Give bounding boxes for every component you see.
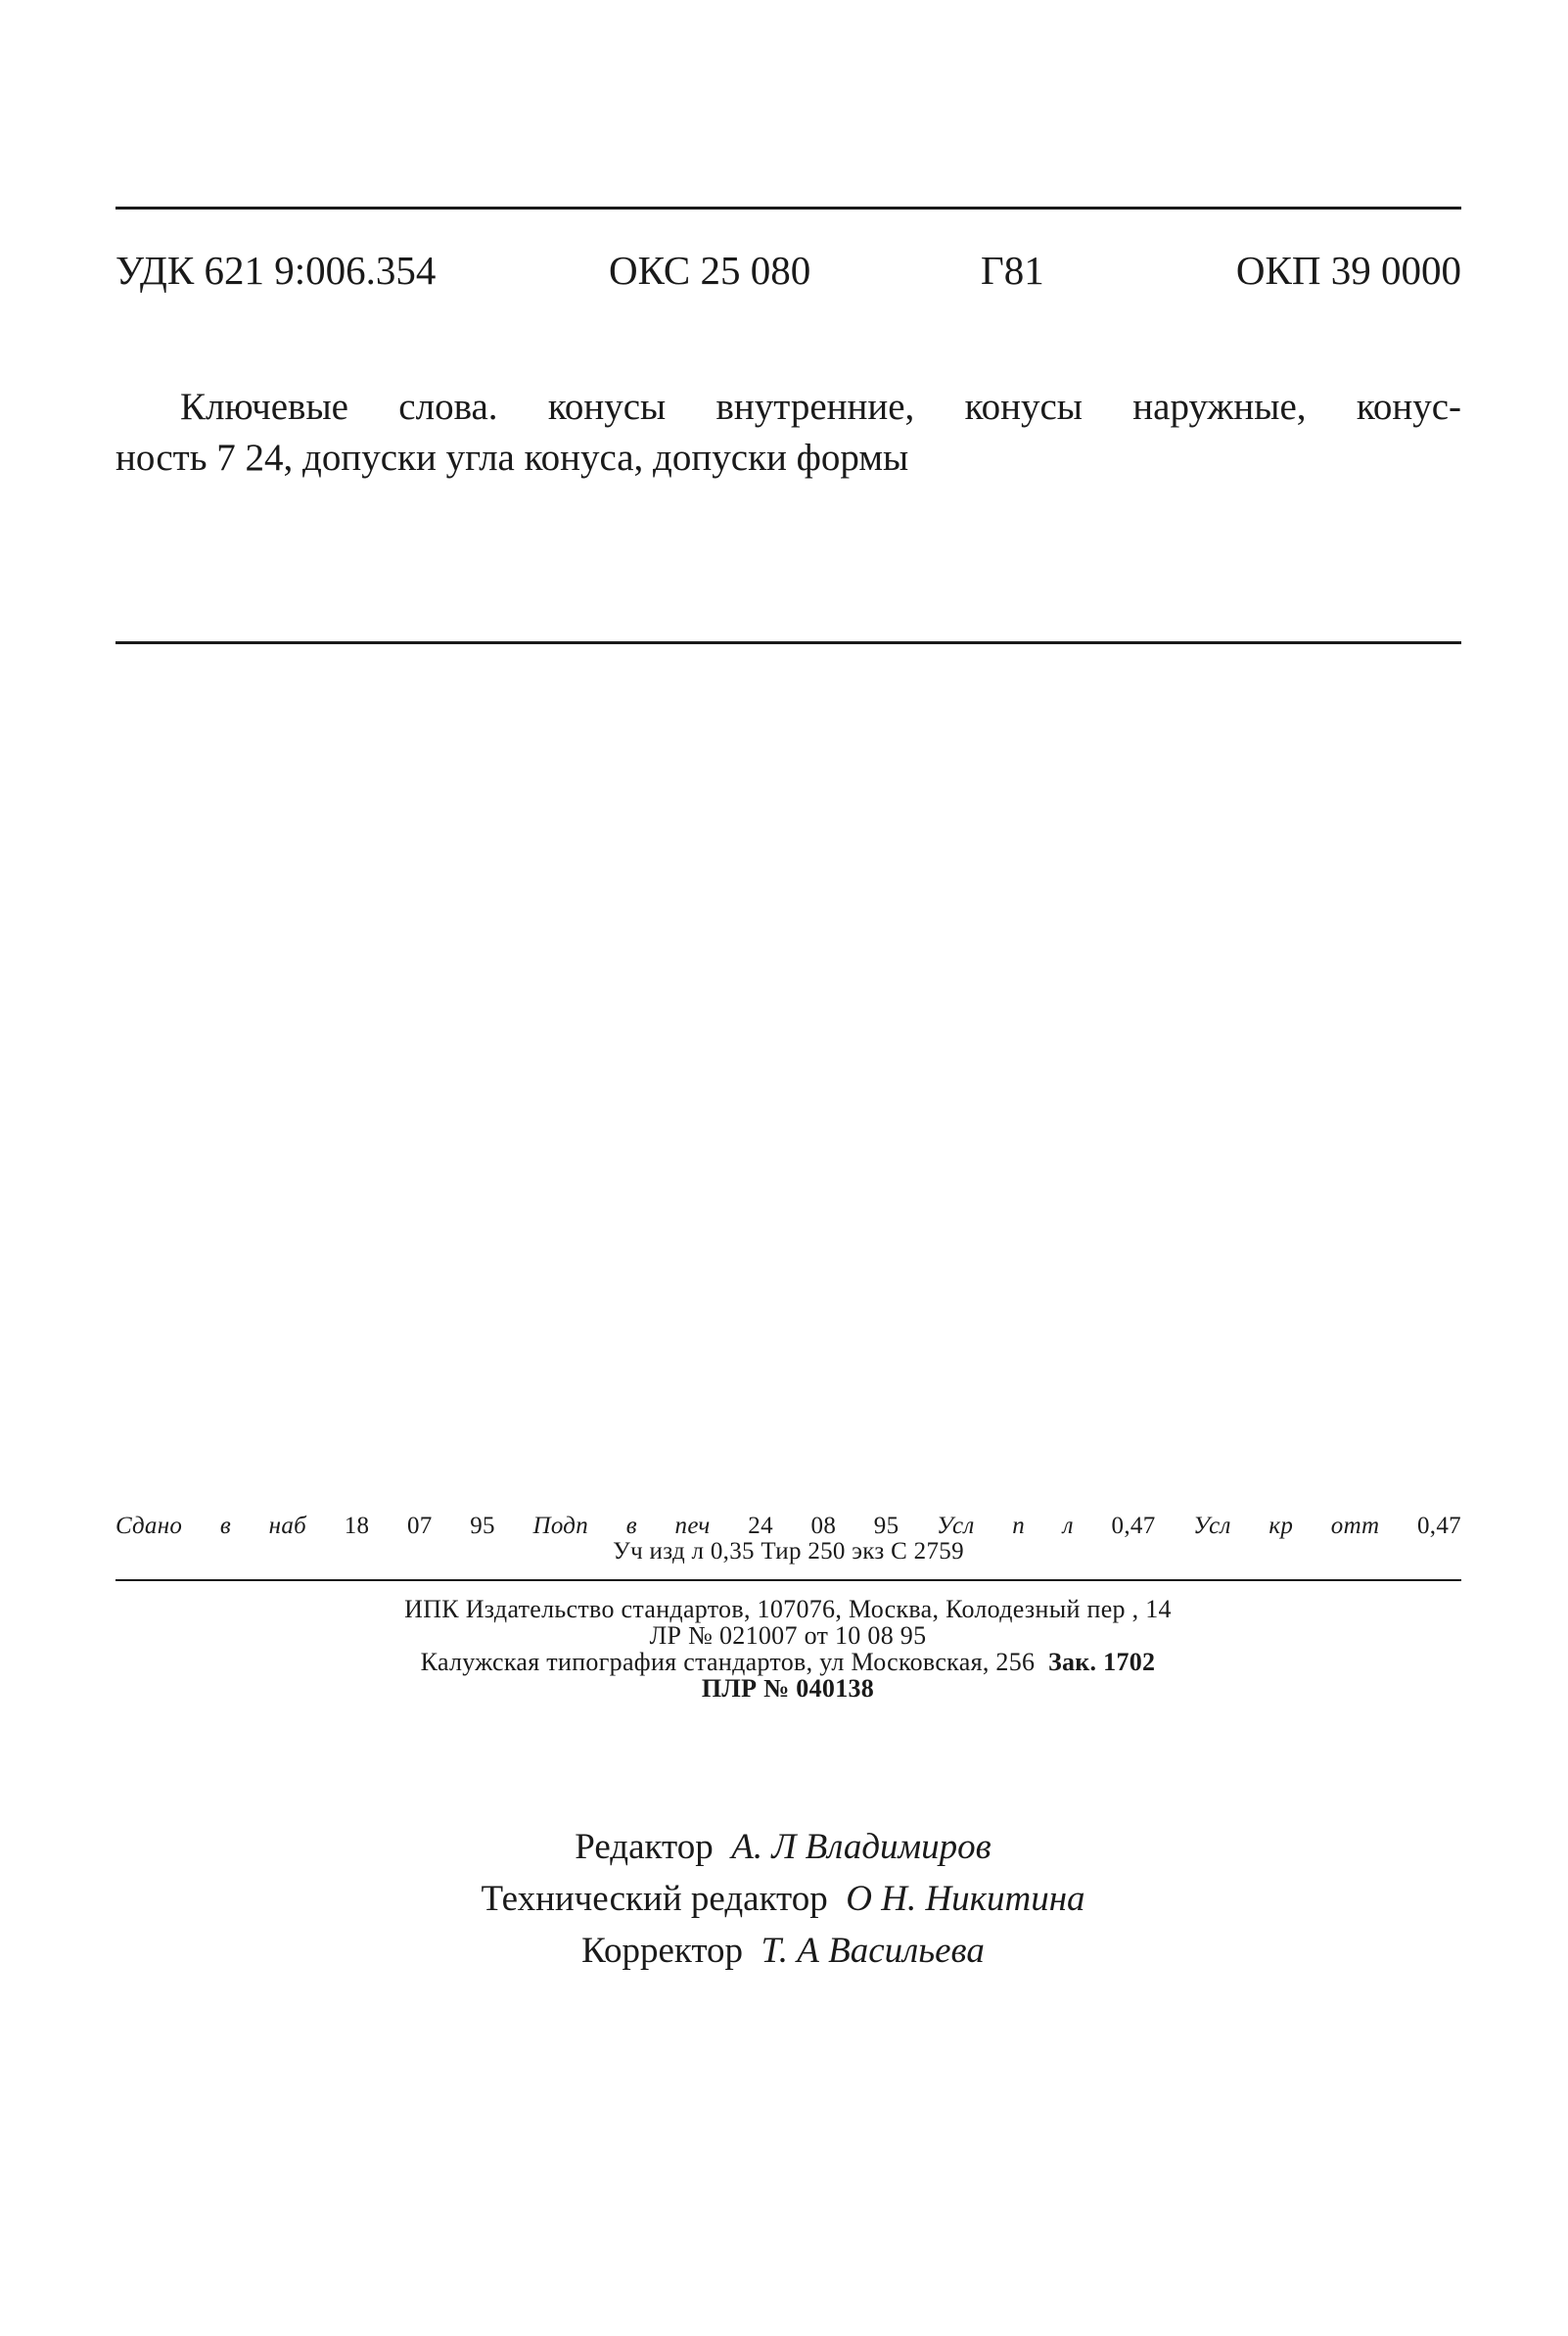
keywords-line-2: ность 7 24, допуски угла конуса, допуски формы	[115, 437, 909, 479]
corrector-name: Т. А Васильева	[761, 1931, 985, 1971]
tech-editor-role: Технический редактор	[481, 1879, 828, 1919]
imprint-line-2: Уч изд л 0,35 Тир 250 экз С 2759	[613, 1538, 964, 1565]
printing-house-row	[196, 1649, 1380, 1675]
keywords-paragraph	[115, 382, 1461, 484]
print-sheets-value: 0,47	[1111, 1513, 1156, 1539]
keywords-line-1: Ключевые слова. конусы внутренние, конусы наружные, конус-	[180, 386, 1461, 428]
print-sheets-label: Усл п л	[937, 1513, 1074, 1539]
oks-code: ОКС 25 080	[609, 248, 811, 293]
credits-block	[294, 1821, 1272, 1977]
corrector-role: Корректор	[581, 1931, 744, 1971]
tech-editor-name: О Н. Никитина	[846, 1879, 1085, 1919]
corrector-row	[294, 1925, 1272, 1977]
imprint-line-1	[115, 1514, 1461, 1539]
top-rule	[115, 207, 1461, 210]
order-number: Зак. 1702	[1047, 1648, 1156, 1676]
publisher-block	[196, 1596, 1380, 1702]
submitted-label: Сдано в наб	[115, 1513, 307, 1539]
color-prints-label: Усл кр отт	[1193, 1513, 1380, 1539]
printing-house: Калужская типография стандартов, ул Московская, 256	[420, 1648, 1036, 1676]
submitted-date: 18 07 95	[344, 1513, 495, 1539]
publisher-address: ИПК Издательство стандартов, 107076, Москва, Колодезный пер , 14	[404, 1595, 1172, 1623]
color-prints-value: 0,47	[1416, 1513, 1461, 1539]
imprint-block	[115, 1514, 1461, 1565]
printing-license: ПЛР № 040138	[701, 1674, 875, 1703]
group-code: Г81	[981, 248, 1044, 293]
okp-code: ОКП 39 0000	[1235, 248, 1461, 293]
signed-date: 24 08 95	[748, 1513, 899, 1539]
tech-editor-row	[294, 1873, 1272, 1925]
editor-role: Редактор	[575, 1827, 714, 1867]
udk-code: УДК 621 9:006.354	[115, 248, 437, 293]
signed-label: Подп в печ	[532, 1513, 711, 1539]
editor-name: А. Л Владимиров	[731, 1827, 992, 1867]
editor-row	[294, 1821, 1272, 1873]
middle-rule	[115, 641, 1461, 644]
classification-codes	[115, 245, 1461, 296]
bottom-rule	[115, 1579, 1461, 1581]
publisher-license: ЛР № 021007 от 10 08 95	[649, 1621, 927, 1650]
